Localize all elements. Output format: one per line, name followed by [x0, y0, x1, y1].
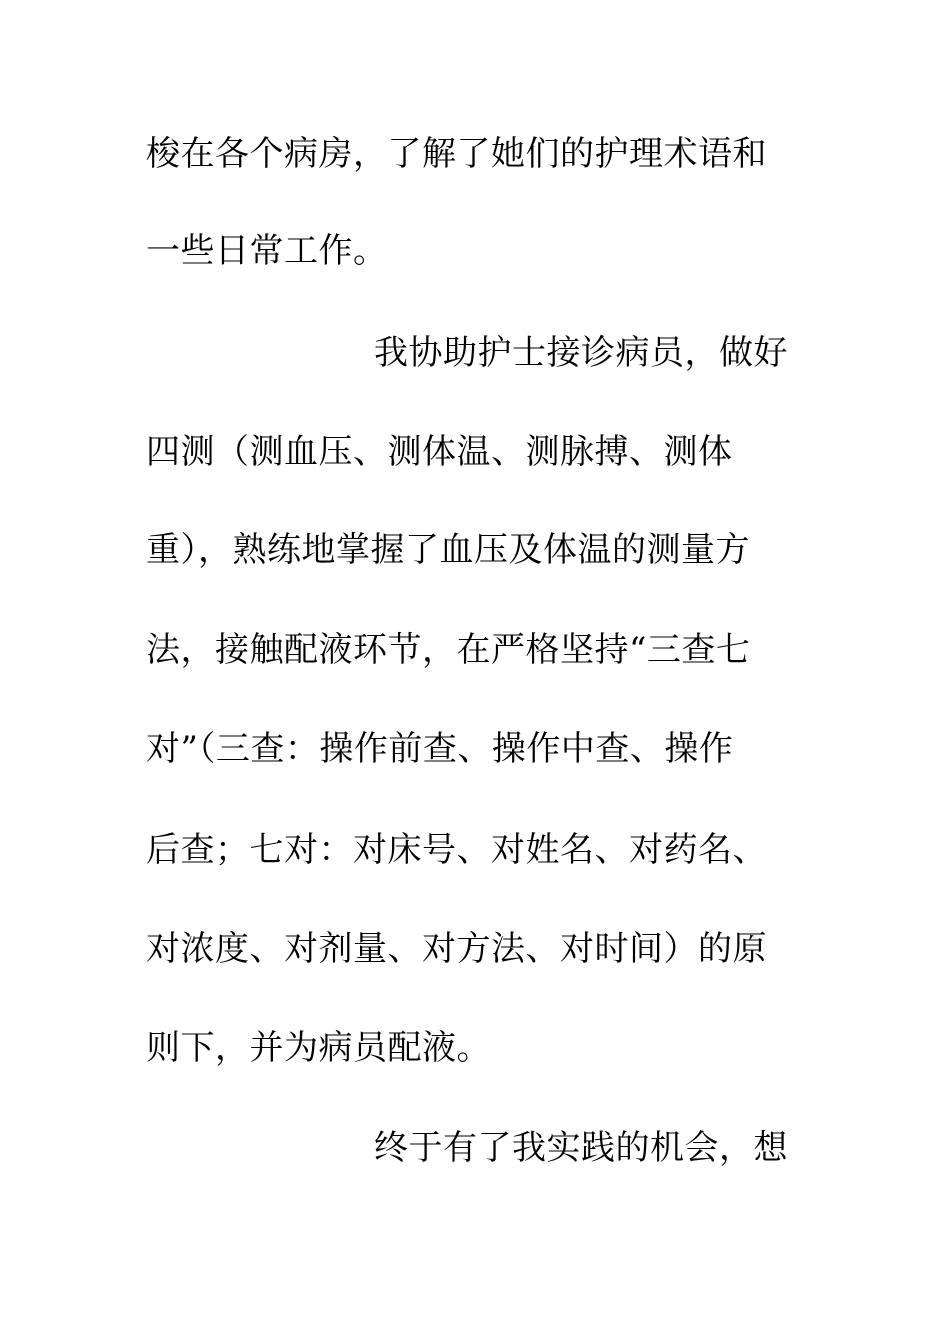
text-line-9: 对浓度、对剂量、对方法、对时间）的原 [146, 929, 767, 969]
text-line-7: 对”（三查：操作前查、操作中查、操作 [146, 729, 734, 769]
text-line-10: 则下，并为病员配液。 [146, 1028, 491, 1068]
paragraph-start-line-11: 终于有了我实践的机会，想 [374, 1128, 788, 1168]
text-line-8: 后查；七对：对床号、对姓名、对药名、 [146, 830, 767, 870]
text-line-6: 法，接触配液环节，在严格坚持“三查七 [146, 630, 751, 670]
text-line-1: 梭在各个病房，了解了她们的护理术语和 [146, 134, 767, 174]
paragraph-start-line-3: 我协助护士接诊病员，做好 [374, 333, 788, 373]
text-line-2: 一些日常工作。 [146, 231, 388, 271]
text-line-5: 重），熟练地掌握了血压及体温的测量方 [146, 530, 750, 570]
text-line-4: 四测（测血压、测体温、测脉搏、测体 [146, 432, 733, 472]
